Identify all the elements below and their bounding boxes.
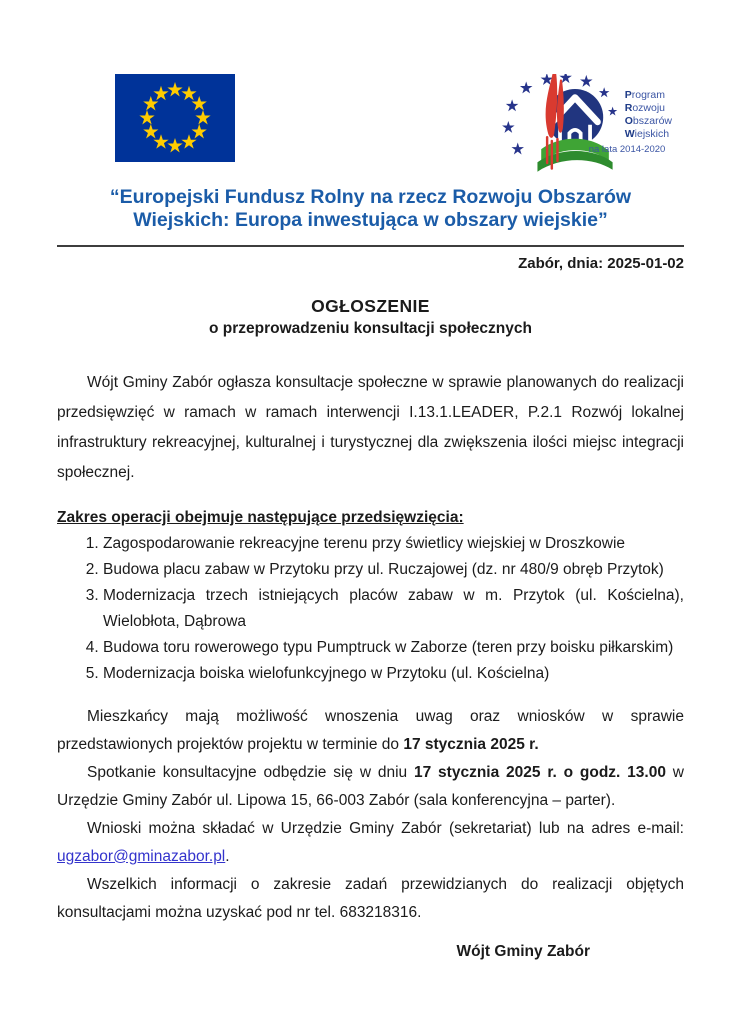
- eu-flag-icon: [115, 74, 235, 162]
- list-item: 1. Zagospodarowanie rekreacyjne terenu przy świetlicy wiejskiej w Droszkowie: [103, 531, 684, 557]
- meeting-paragraph: [57, 759, 684, 815]
- prow-text-line: Program: [624, 89, 665, 101]
- info-paragraph: Wszelkich informacji o zakresie zadań przewidzianych do realizacji objętych konsultacjami można uzyskać pod nr tel. 683218316.: [57, 875, 684, 921]
- submissions-text: Wnioski można składać w Urzędzie Gminy Zabór (sekretariat) lub na adres e-mail:: [87, 819, 684, 837]
- prow-logo-text: [588, 89, 672, 155]
- submissions-period: .: [225, 847, 230, 865]
- deadline-paragraph: [57, 703, 684, 759]
- header-logos: [57, 74, 684, 172]
- date-line: Zabór, dnia: 2025-01-02: [518, 254, 684, 272]
- prow-text-line: Rozwoju: [624, 102, 665, 114]
- prow-text-line: Obszarów: [624, 115, 672, 127]
- scope-heading: Zakres operacji obejmuje następujące przedsięwzięcia:: [57, 508, 464, 526]
- scope-list: [57, 531, 684, 687]
- eu-flag-logo: [115, 74, 235, 162]
- announcement-subtitle: o przeprowadzeniu konsultacji społecznych: [209, 319, 532, 337]
- list-item: 3. Modernizacja trzech istniejących placów zabaw w m. Przytok (ul. Kościelna), Wielobłota, Dąbrowa: [103, 583, 684, 635]
- meeting-datetime: 17 stycznia 2025 r. o godz. 13.00: [413, 763, 666, 781]
- prow-years-label: na lata 2014-2020: [588, 144, 666, 155]
- fund-title: “Europejski Fundusz Rolny na rzecz Rozwoju Obszarów Wiejskich: Europa inwestująca w obszary wiejskie”: [109, 185, 632, 232]
- submissions-paragraph: [57, 815, 684, 871]
- prow-emblem-icon: [498, 74, 622, 172]
- prow-logo: [498, 74, 672, 172]
- email-link[interactable]: ugzabor@gminazabor.pl: [57, 847, 226, 865]
- announcement-title: OGŁOSZENIE: [311, 295, 430, 316]
- list-item: 2. Budowa placu zabaw w Przytoku przy ul. Ruczajowej (dz. nr 480/9 obręb Przytok): [103, 557, 684, 583]
- intro-paragraph: Wójt Gminy Zabór ogłasza konsultacje społeczne w sprawie planowanych do realizacji przedsięwzięć w ramach w ramach interwencji I.13.1.LEADER, P.2.1 Rozwój lokalnej infrastruktury rekreacyjnej, kulturalnej i turystycznej dla zwiększenia ilości miejsc integracji społecznej.: [57, 373, 684, 481]
- meeting-text: Spotkanie konsultacyjne odbędzie się w dniu: [87, 763, 414, 781]
- list-item: 4. Budowa toru rowerowego typu Pumptruck w Zaborze (teren przy boisku piłkarskim): [103, 635, 684, 661]
- list-item: 5. Modernizacja boiska wielofunkcyjnego w Przytoku (ul. Kościelna): [103, 661, 684, 687]
- deadline-text: Mieszkańcy mają możliwość wnoszenia uwag oraz wniosków w sprawie przedstawionych projektów projektu w terminie do: [57, 707, 684, 753]
- divider: [57, 245, 684, 247]
- deadline-date: 17 stycznia 2025 r.: [403, 735, 539, 753]
- signature: Wójt Gminy Zabór: [456, 942, 590, 960]
- meeting-location: w Urzędzie Gminy Zabór ul. Lipowa 15, 66-003 Zabór (sala konferencyjna – parter).: [57, 763, 684, 809]
- prow-text-line: Wiejskich: [624, 128, 670, 140]
